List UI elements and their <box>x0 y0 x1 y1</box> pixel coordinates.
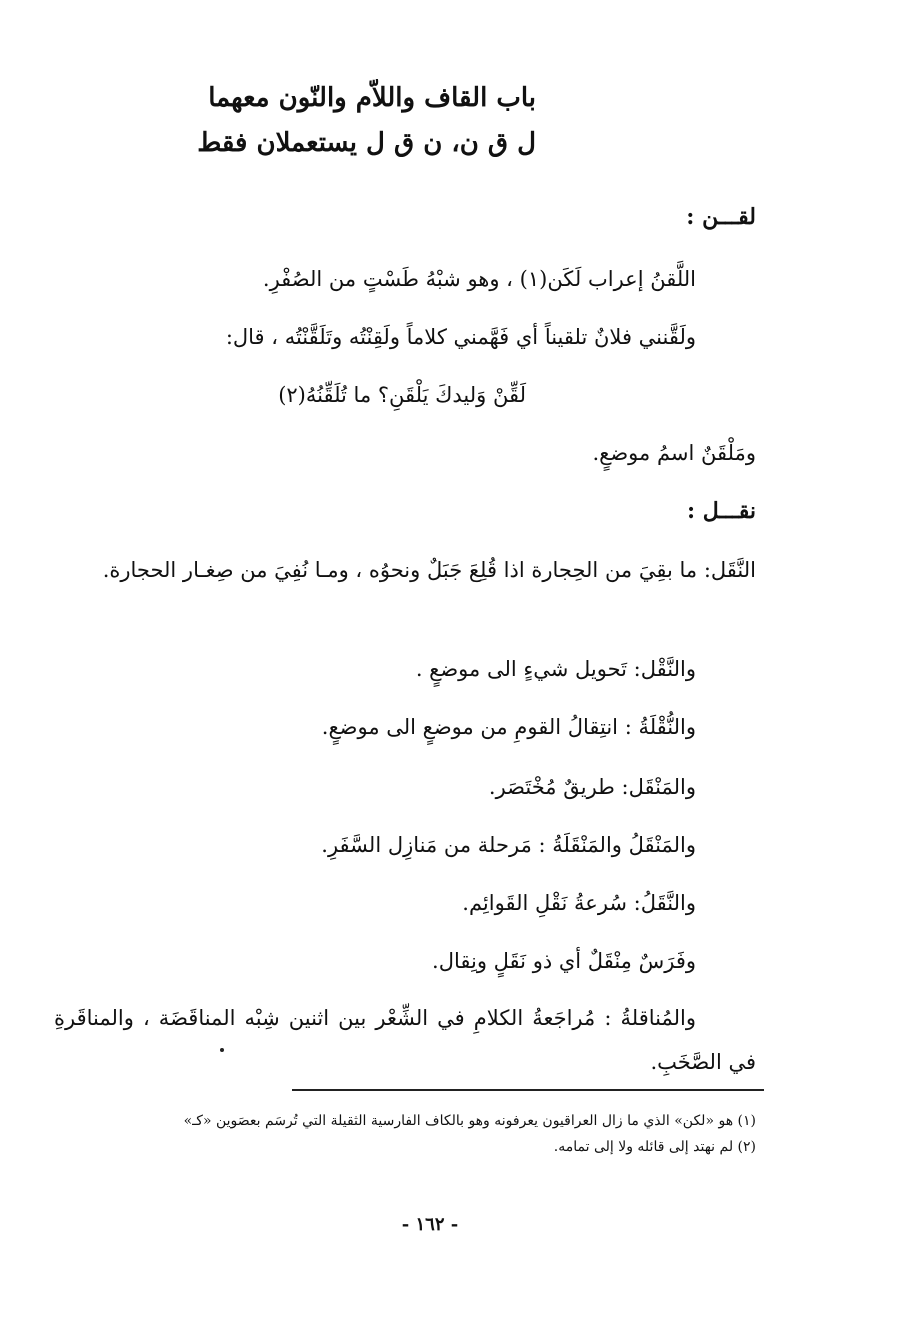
verse-line: لَقِّنْ وَليدكَ يَلْقَنِ؟ ما تُلَقِّنُهُ(٢) <box>278 383 526 407</box>
print-speck <box>220 1048 224 1052</box>
entry-text-line: ولَقَّنني فلانٌ تلقيناً أي فَهَّمني كلاماً ولَقِنْتُه وتَلَقَّنْتُه ، قال: <box>225 325 696 349</box>
entry-text-line: والمَنْقَل: طريقٌ مُخْتَصَر. <box>488 775 696 799</box>
footnote-divider <box>292 1089 764 1091</box>
entry-text-line: والنُّقْلَةُ : انتِقالُ القومِ من موضعٍ الى موضعٍ. <box>321 715 696 739</box>
chapter-subtitle: ل ق ن، ن ق ل يستعملان فقط <box>197 128 536 158</box>
entry-text-line: وفَرَسٌ مِنْقَلٌ أي ذو نَقَلٍ ونِقال. <box>432 949 696 973</box>
entry-heading-nql: نقـــل : <box>686 498 756 524</box>
page-number: - ١٦٢ - <box>401 1214 459 1235</box>
entry-paragraph: النَّقَل: ما بقِيَ من الحِجارة اذا قُلِعَ جَبَلٌ ونحوُه ، ومـا نُفِيَ من صِغـار الحجارة. <box>102 558 756 582</box>
entry-text-line: ومَلْقَنٌ اسمُ موضعٍ. <box>592 441 756 465</box>
chapter-title: باب القاف واللاّم والنّون معهما <box>208 83 536 113</box>
footnote: (١) هو «لكن» الذي ما زال العراقيون يعرفونه وهو بالكاف الفارسية الثقيلة التي تُرسَم بعصَوين «كـ» <box>183 1113 756 1129</box>
entry-heading-lqn: لقـــن : <box>686 204 756 230</box>
entry-text-line: والنَّقْل: تَحويل شيءٍ الى موضعٍ . <box>415 657 696 681</box>
entry-text-line: اللَّقنُ إعراب لَكَن(١) ، وهو شبْهُ طَسْتٍ من الصُفْرِ. <box>262 267 696 291</box>
footnote: (٢) لم نهتد إلى قائله ولا إلى تمامه. <box>553 1139 756 1155</box>
entry-paragraph: والمُناقلةُ : مُراجَعةُ الكلامِ في الشِّعْر بين اثنين شِبْه المناقَضَة ، والمناقَرةِ في الصَّخَبِ. <box>54 1006 756 1074</box>
entry-text-line: والمَنْقَلُ والمَنْقَلَةُ : مَرحلة من مَنازِل السَّفَرِ. <box>321 833 696 857</box>
entry-text-line: والنَّقَلُ: سُرعةُ نَقْلِ القَوائِم. <box>462 891 696 915</box>
